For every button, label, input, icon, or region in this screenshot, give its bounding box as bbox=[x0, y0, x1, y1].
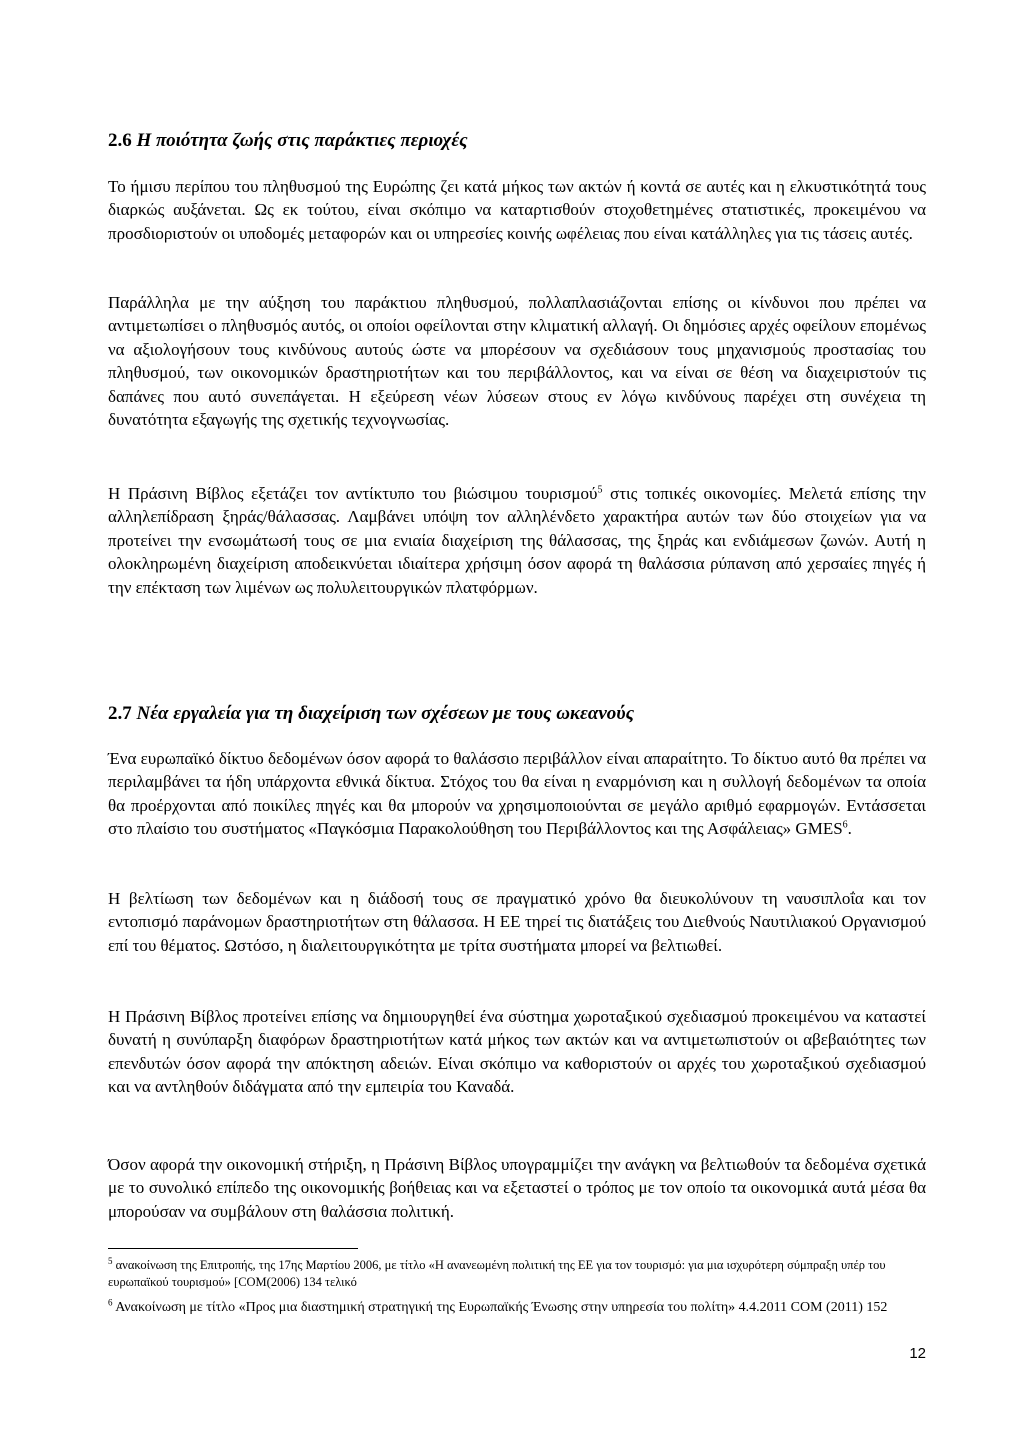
page-number: 12 bbox=[909, 1345, 926, 1362]
footnote-text: Ανακοίνωση με τίτλο «Προς μια διαστημική στρατηγική της Ευρωπαϊκής Ένωσης στην υπηρεσία του πολίτη» 4.4.2011 COM (2011) 152 bbox=[115, 1300, 888, 1315]
section-2-6-paragraph-1: Το ήμισυ περίπου του πληθυσμού της Ευρώπης ζει κατά μήκος των ακτών ή κοντά σε αυτές και η ελκυστικότητά τους διαρκώς αυξάνεται. Ως εκ τούτου, είναι σκόπιμο να καταρτισθούν στοχοθετημένες στατιστικές, προκειμένου να προσδιοριστούν οι υποδομές μεταφορών και οι υπηρεσίες κοινής ωφέλειας που είναι κατάλληλες για τις τάσεις αυτές. bbox=[108, 177, 926, 243]
section-2-7-title: Νέα εργαλεία για τη διαχείριση των σχέσεων με τους ωκεανούς bbox=[136, 703, 635, 724]
footnote-reference-5[interactable]: 5 bbox=[597, 484, 603, 496]
footnote-6 bbox=[108, 1299, 926, 1316]
paragraph-text: Ένα ευρωπαϊκό δίκτυο δεδομένων όσον αφορά το θαλάσσιο περιβάλλον είναι απαραίτητο. Το δίκτυο αυτό θα πρέπει να περιλαμβάνει τα ήδη υπάρχοντα εθνικά δίκτυα. Στόχος του θα είναι η εναρμόνιση και η συλλογή δεδομένων τα οποία θα προέρχονται από ποικίλες πηγές και θα μπορούν να χρησιμοποιούνται σε μεγάλο αριθμό εφαρμογών. Εντάσσεται στο πλαίσιο του συστήματος «Παγκόσμια Παρακολούθηση του Περιβάλλοντος και της Ασφάλειας» GMES bbox=[108, 749, 926, 839]
paragraph-text: στις τοπικές οικονομίες. Μελετά επίσης την αλληλεπίδραση ξηράς/θάλασσας. Λαμβάνει υπόψη τον αλληλένδετο χαρακτήρα αυτών των δύο στοιχείων για να προτείνει την ενσωμάτωσή τους σε μια ενιαία διαχείριση της θάλασσας, της ξηράς και ενδιάμεσων ζωνών. Αυτή η ολοκληρωμένη διαχείριση αποδεικνύεται ιδιαίτερα χρήσιμη όσον αφορά τη θαλάσσια ρύπανση από χερσαίες πηγές ή την επέκταση των λιμένων ως πολυλειτουργικών πλατφόρμων. bbox=[108, 484, 926, 597]
footnote-mark-6: 6 bbox=[108, 1297, 113, 1308]
section-2-6-paragraph-3 bbox=[108, 482, 926, 599]
section-2-7-paragraph-4: Όσον αφορά την οικονομική στήριξη, η Πράσινη Βίβλος υπογραμμίζει την ανάγκη να βελτιωθούν τα δεδομένα σχετικά με το συνολικό επίπεδο της οικονομικής βοήθειας και να εξεταστεί ο τρόπος με τον οποίο τα οικονομικά αυτά μέσα θα μπορούσαν να συμβάλουν στη θαλάσσια πολιτική. bbox=[108, 1155, 926, 1221]
section-2-7-heading bbox=[108, 703, 634, 725]
section-2-7-paragraph-3: Η Πράσινη Βίβλος προτείνει επίσης να δημιουργηθεί ένα σύστημα χωροταξικού σχεδιασμού προκειμένου να καταστεί δυνατή η συνύπαρξη διαφόρων δραστηριοτήτων κατά μήκος των ακτών και να αντιμετωπιστούν οι αβεβαιότητες των επενδυτών όσον αφορά την απόκτηση αδειών. Είναι σκόπιμο να καθοριστούν οι αρχές του χωροταξικού σχεδιασμού και να αντληθούν διδάγματα από την εμπειρία του Καναδά. bbox=[108, 1007, 926, 1097]
footnote-text: ανακοίνωση της Επιτροπής, της 17ης Μαρτίου 2006, με τίτλο «Η ανανεωμένη πολιτική της ΕΕ για τον τουρισμό: για μια ισχυρότερη σύμπραξη υπέρ του ευρωπαϊκού τουρισμού» [COM(2006) 134 τελικό bbox=[108, 1258, 886, 1289]
paragraph-text: . bbox=[847, 819, 852, 839]
footnote-mark-5: 5 bbox=[108, 1255, 113, 1266]
section-2-7-paragraph-2: Η βελτίωση των δεδομένων και η διάδοσή τους σε πραγματικό χρόνο θα διευκολύνουν τη ναυσιπλοΐα και τον εντοπισμό παράνομων δραστηριοτήτων στη θάλασσα. Η ΕΕ τηρεί τις διατάξεις του Διεθνούς Ναυτιλιακού Οργανισμού επί του θέματος. Ωστόσο, η διαλειτουργικότητα με τρίτα συστήματα μπορεί να βελτιωθεί. bbox=[108, 889, 926, 955]
section-2-7-paragraph-1 bbox=[108, 747, 926, 841]
footnote-5 bbox=[108, 1257, 926, 1291]
footnote-reference-6[interactable]: 6 bbox=[842, 819, 848, 831]
paragraph-text: Η Πράσινη Βίβλος εξετάζει τον αντίκτυπο του βιώσιμου τουρισμού bbox=[108, 484, 598, 503]
footnote-separator bbox=[108, 1248, 358, 1249]
section-2-6-number: 2.6 bbox=[108, 130, 132, 151]
section-2-7-number: 2.7 bbox=[108, 703, 132, 724]
section-2-6-heading bbox=[108, 130, 468, 152]
section-2-6-title: Η ποιότητα ζωής στις παράκτιες περιοχές bbox=[136, 130, 468, 151]
section-2-6-paragraph-2: Παράλληλα με την αύξηση του παράκτιου πληθυσμού, πολλαπλασιάζονται επίσης οι κίνδυνοι που πρέπει να αντιμετωπίσει ο πληθυσμός αυτός, οι οποίοι οφείλονται στην κλιματική αλλαγή. Οι δημόσιες αρχές οφείλουν επομένως να αξιολογήσουν τους κινδύνους αυτούς ώστε να μπορέσουν να σχεδιάσουν τους μηχανισμούς προστασίας του πληθυσμού, των οικονομικών δραστηριοτήτων και του περιβάλλοντος, και να είναι σε θέση να διαχειριστούν τις δαπάνες που αυτό συνεπάγεται. Η εξεύρεση νέων λύσεων στους εν λόγω κινδύνους παρέχει στη συνέχεια τη δυνατότητα εξαγωγής της σχετικής τεχνογνωσίας. bbox=[108, 293, 926, 430]
